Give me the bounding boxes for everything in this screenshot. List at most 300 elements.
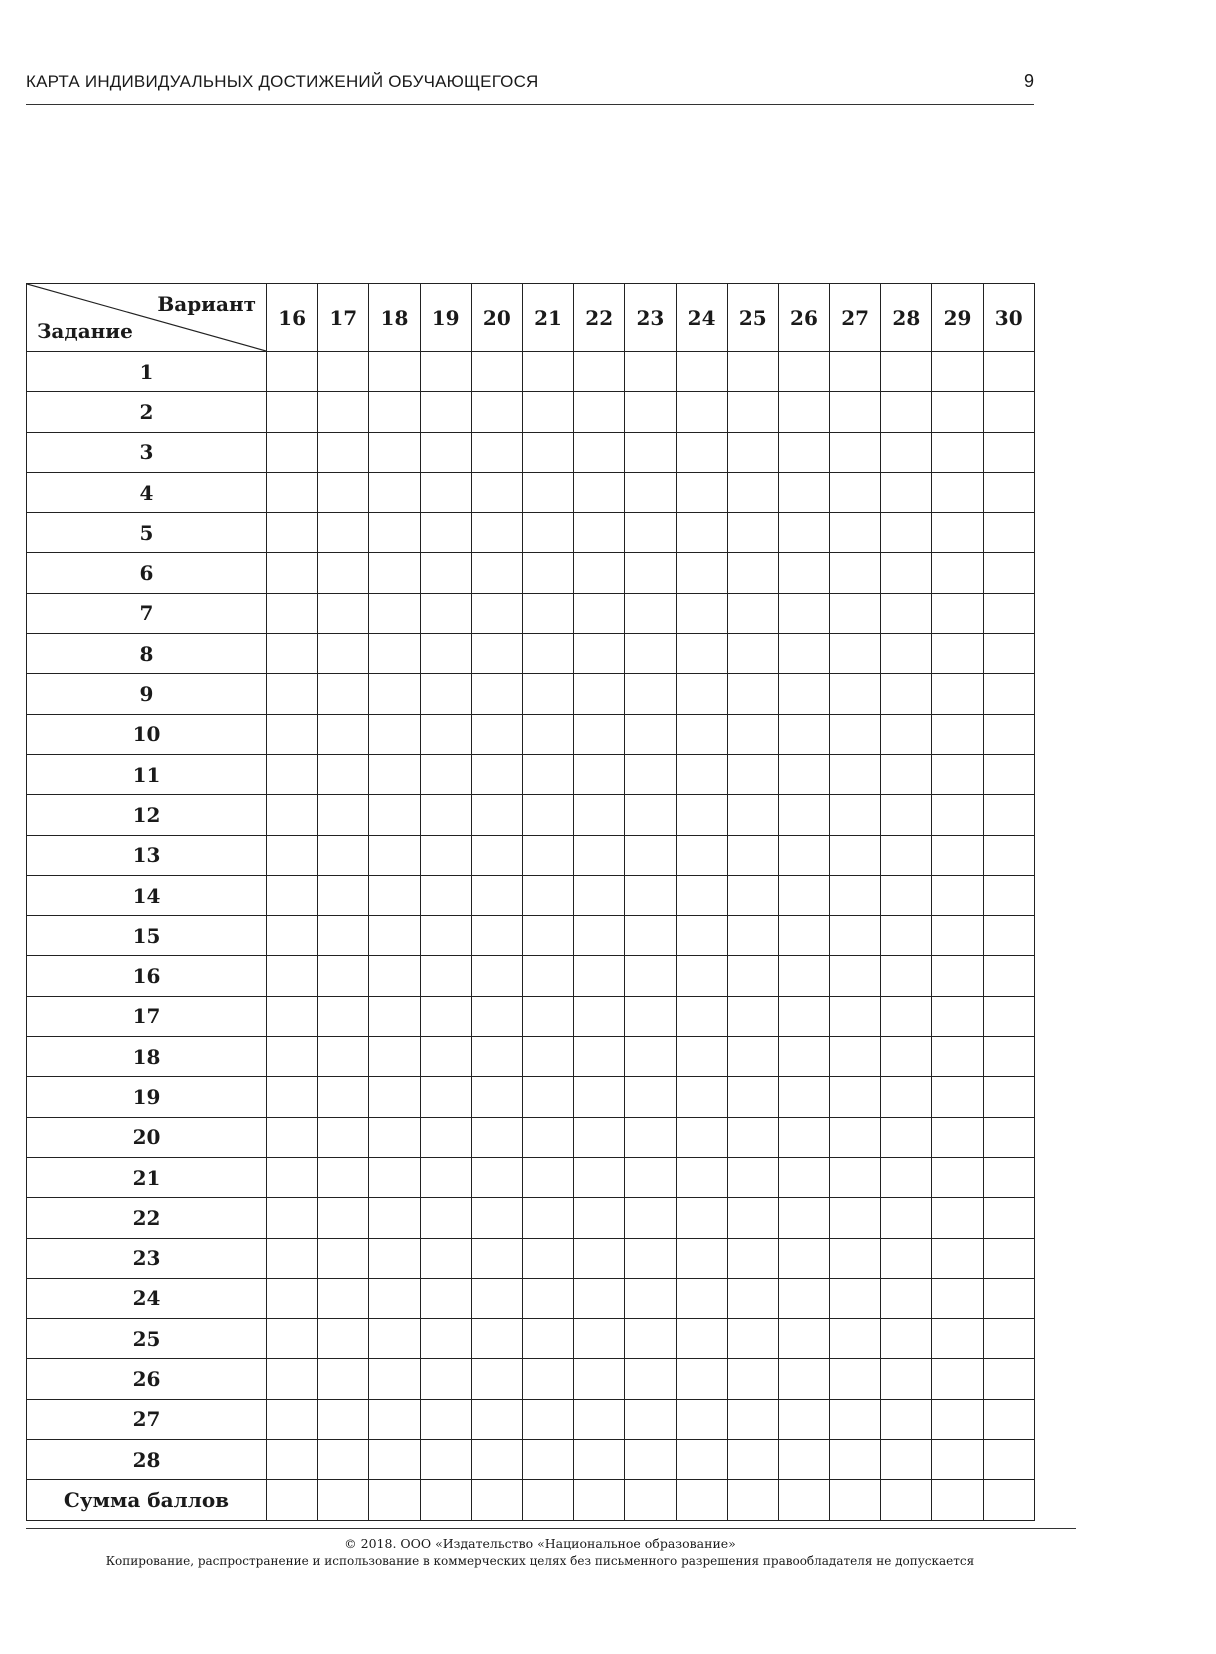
score-cell[interactable] [267,714,318,754]
score-cell[interactable] [471,1440,522,1480]
score-cell[interactable] [830,674,881,714]
score-cell[interactable] [625,714,676,754]
score-cell[interactable] [727,835,778,875]
score-cell[interactable] [267,916,318,956]
score-cell[interactable] [676,1157,727,1197]
score-cell[interactable] [830,835,881,875]
score-cell[interactable] [727,875,778,915]
score-cell[interactable] [983,754,1034,794]
score-cell[interactable] [881,674,932,714]
score-cell[interactable] [522,553,573,593]
score-cell[interactable] [574,674,625,714]
score-cell[interactable] [727,1399,778,1439]
score-cell[interactable] [574,996,625,1036]
score-cell[interactable] [727,1440,778,1480]
score-cell[interactable] [267,392,318,432]
score-cell[interactable] [625,1037,676,1077]
score-cell[interactable] [830,1157,881,1197]
score-cell[interactable] [522,1399,573,1439]
score-cell[interactable] [574,1198,625,1238]
score-cell[interactable] [830,875,881,915]
score-cell[interactable] [267,1480,318,1520]
score-cell[interactable] [727,1157,778,1197]
score-cell[interactable] [471,1077,522,1117]
score-cell[interactable] [471,1319,522,1359]
score-cell[interactable] [420,956,471,996]
score-cell[interactable] [983,432,1034,472]
score-cell[interactable] [830,1278,881,1318]
score-cell[interactable] [574,1440,625,1480]
score-cell[interactable] [369,1117,420,1157]
score-cell[interactable] [369,513,420,553]
score-cell[interactable] [267,1319,318,1359]
score-cell[interactable] [881,714,932,754]
score-cell[interactable] [983,513,1034,553]
score-cell[interactable] [830,996,881,1036]
score-cell[interactable] [983,996,1034,1036]
score-cell[interactable] [830,472,881,512]
score-cell[interactable] [727,916,778,956]
score-cell[interactable] [727,1117,778,1157]
score-cell[interactable] [830,1440,881,1480]
score-cell[interactable] [522,513,573,553]
score-cell[interactable] [676,593,727,633]
score-cell[interactable] [471,1198,522,1238]
score-cell[interactable] [932,1238,983,1278]
score-cell[interactable] [676,553,727,593]
score-cell[interactable] [676,513,727,553]
score-cell[interactable] [369,432,420,472]
score-cell[interactable] [727,1037,778,1077]
score-cell[interactable] [471,875,522,915]
score-cell[interactable] [932,835,983,875]
score-cell[interactable] [778,1319,829,1359]
score-cell[interactable] [420,392,471,432]
score-cell[interactable] [625,1077,676,1117]
score-cell[interactable] [574,472,625,512]
score-cell[interactable] [420,1399,471,1439]
score-cell[interactable] [522,432,573,472]
score-cell[interactable] [983,634,1034,674]
score-cell[interactable] [676,1077,727,1117]
score-cell[interactable] [267,1359,318,1399]
score-cell[interactable] [830,593,881,633]
score-cell[interactable] [625,835,676,875]
score-cell[interactable] [574,1278,625,1318]
score-cell[interactable] [420,553,471,593]
score-cell[interactable] [881,1238,932,1278]
score-cell[interactable] [625,593,676,633]
score-cell[interactable] [267,795,318,835]
score-cell[interactable] [267,835,318,875]
score-cell[interactable] [625,1319,676,1359]
score-cell[interactable] [267,1157,318,1197]
score-cell[interactable] [830,432,881,472]
score-cell[interactable] [267,674,318,714]
score-cell[interactable] [727,754,778,794]
score-cell[interactable] [522,1359,573,1399]
score-cell[interactable] [318,1278,369,1318]
score-cell[interactable] [830,553,881,593]
score-cell[interactable] [318,714,369,754]
score-cell[interactable] [369,352,420,392]
score-cell[interactable] [778,1157,829,1197]
score-cell[interactable] [983,1157,1034,1197]
score-cell[interactable] [676,875,727,915]
score-cell[interactable] [369,1399,420,1439]
score-cell[interactable] [471,553,522,593]
score-cell[interactable] [267,1037,318,1077]
score-cell[interactable] [318,1319,369,1359]
score-cell[interactable] [420,835,471,875]
score-cell[interactable] [830,1077,881,1117]
score-cell[interactable] [983,835,1034,875]
score-cell[interactable] [932,553,983,593]
score-cell[interactable] [676,352,727,392]
score-cell[interactable] [420,875,471,915]
score-cell[interactable] [676,1198,727,1238]
score-cell[interactable] [420,1238,471,1278]
score-cell[interactable] [727,1238,778,1278]
score-cell[interactable] [625,916,676,956]
score-cell[interactable] [727,513,778,553]
score-cell[interactable] [778,835,829,875]
score-cell[interactable] [318,795,369,835]
score-cell[interactable] [727,472,778,512]
score-cell[interactable] [830,1359,881,1399]
score-cell[interactable] [676,1440,727,1480]
score-cell[interactable] [778,996,829,1036]
score-cell[interactable] [318,1117,369,1157]
score-cell[interactable] [727,352,778,392]
score-cell[interactable] [318,593,369,633]
score-cell[interactable] [318,1157,369,1197]
score-cell[interactable] [727,956,778,996]
score-cell[interactable] [420,754,471,794]
score-cell[interactable] [932,795,983,835]
score-cell[interactable] [676,1359,727,1399]
score-cell[interactable] [625,392,676,432]
score-cell[interactable] [881,795,932,835]
score-cell[interactable] [471,352,522,392]
score-cell[interactable] [267,1117,318,1157]
score-cell[interactable] [369,835,420,875]
score-cell[interactable] [420,795,471,835]
score-cell[interactable] [625,1359,676,1399]
score-cell[interactable] [830,392,881,432]
score-cell[interactable] [932,1198,983,1238]
score-cell[interactable] [420,634,471,674]
score-cell[interactable] [830,1117,881,1157]
score-cell[interactable] [983,352,1034,392]
score-cell[interactable] [778,875,829,915]
score-cell[interactable] [932,1399,983,1439]
score-cell[interactable] [522,634,573,674]
score-cell[interactable] [881,1037,932,1077]
score-cell[interactable] [778,1399,829,1439]
score-cell[interactable] [625,1157,676,1197]
score-cell[interactable] [574,1157,625,1197]
score-cell[interactable] [983,674,1034,714]
score-cell[interactable] [676,835,727,875]
score-cell[interactable] [267,1440,318,1480]
score-cell[interactable] [625,674,676,714]
score-cell[interactable] [369,553,420,593]
score-cell[interactable] [369,1278,420,1318]
score-cell[interactable] [881,1198,932,1238]
score-cell[interactable] [932,956,983,996]
score-cell[interactable] [420,1440,471,1480]
score-cell[interactable] [318,1238,369,1278]
score-cell[interactable] [830,916,881,956]
score-cell[interactable] [830,1037,881,1077]
score-cell[interactable] [778,956,829,996]
score-cell[interactable] [471,795,522,835]
score-cell[interactable] [727,392,778,432]
score-cell[interactable] [983,1359,1034,1399]
score-cell[interactable] [471,513,522,553]
score-cell[interactable] [983,1399,1034,1439]
score-cell[interactable] [983,1198,1034,1238]
score-cell[interactable] [471,916,522,956]
score-cell[interactable] [522,1238,573,1278]
score-cell[interactable] [471,714,522,754]
score-cell[interactable] [420,432,471,472]
score-cell[interactable] [369,1157,420,1197]
score-cell[interactable] [369,996,420,1036]
score-cell[interactable] [267,996,318,1036]
score-cell[interactable] [267,956,318,996]
score-cell[interactable] [522,1198,573,1238]
score-cell[interactable] [881,392,932,432]
score-cell[interactable] [574,1319,625,1359]
score-cell[interactable] [727,1359,778,1399]
score-cell[interactable] [881,472,932,512]
score-cell[interactable] [881,513,932,553]
score-cell[interactable] [420,1359,471,1399]
score-cell[interactable] [420,916,471,956]
score-cell[interactable] [574,1359,625,1399]
score-cell[interactable] [983,1278,1034,1318]
score-cell[interactable] [471,754,522,794]
score-cell[interactable] [471,835,522,875]
score-cell[interactable] [420,1278,471,1318]
score-cell[interactable] [522,996,573,1036]
score-cell[interactable] [369,1077,420,1117]
score-cell[interactable] [625,956,676,996]
score-cell[interactable] [369,392,420,432]
score-cell[interactable] [983,1440,1034,1480]
score-cell[interactable] [830,956,881,996]
score-cell[interactable] [778,795,829,835]
score-cell[interactable] [420,1157,471,1197]
score-cell[interactable] [369,1440,420,1480]
score-cell[interactable] [881,1157,932,1197]
score-cell[interactable] [625,754,676,794]
score-cell[interactable] [369,1238,420,1278]
score-cell[interactable] [471,472,522,512]
score-cell[interactable] [881,875,932,915]
score-cell[interactable] [522,352,573,392]
score-cell[interactable] [778,472,829,512]
score-cell[interactable] [471,1399,522,1439]
score-cell[interactable] [830,1238,881,1278]
score-cell[interactable] [625,553,676,593]
score-cell[interactable] [778,392,829,432]
score-cell[interactable] [778,553,829,593]
score-cell[interactable] [881,593,932,633]
score-cell[interactable] [778,674,829,714]
score-cell[interactable] [676,392,727,432]
score-cell[interactable] [983,1480,1034,1520]
score-cell[interactable] [932,916,983,956]
score-cell[interactable] [778,1359,829,1399]
score-cell[interactable] [727,1480,778,1520]
score-cell[interactable] [574,352,625,392]
score-cell[interactable] [471,1117,522,1157]
score-cell[interactable] [522,1278,573,1318]
score-cell[interactable] [318,1480,369,1520]
score-cell[interactable] [318,916,369,956]
score-cell[interactable] [727,432,778,472]
score-cell[interactable] [318,513,369,553]
score-cell[interactable] [727,1319,778,1359]
score-cell[interactable] [267,352,318,392]
score-cell[interactable] [318,956,369,996]
score-cell[interactable] [830,754,881,794]
score-cell[interactable] [420,1077,471,1117]
score-cell[interactable] [778,916,829,956]
score-cell[interactable] [676,1278,727,1318]
score-cell[interactable] [932,674,983,714]
score-cell[interactable] [420,513,471,553]
score-cell[interactable] [369,956,420,996]
score-cell[interactable] [727,553,778,593]
score-cell[interactable] [522,1319,573,1359]
score-cell[interactable] [318,472,369,512]
score-cell[interactable] [420,1319,471,1359]
score-cell[interactable] [471,432,522,472]
score-cell[interactable] [983,875,1034,915]
score-cell[interactable] [830,1480,881,1520]
score-cell[interactable] [881,996,932,1036]
score-cell[interactable] [727,1198,778,1238]
score-cell[interactable] [471,1157,522,1197]
score-cell[interactable] [625,1278,676,1318]
score-cell[interactable] [830,1319,881,1359]
score-cell[interactable] [369,674,420,714]
score-cell[interactable] [932,1157,983,1197]
score-cell[interactable] [471,1480,522,1520]
score-cell[interactable] [267,593,318,633]
score-cell[interactable] [983,795,1034,835]
score-cell[interactable] [881,754,932,794]
score-cell[interactable] [881,1319,932,1359]
score-cell[interactable] [318,1359,369,1399]
score-cell[interactable] [574,1480,625,1520]
score-cell[interactable] [318,553,369,593]
score-cell[interactable] [881,352,932,392]
score-cell[interactable] [522,472,573,512]
score-cell[interactable] [778,1077,829,1117]
score-cell[interactable] [625,1480,676,1520]
score-cell[interactable] [676,1238,727,1278]
score-cell[interactable] [881,553,932,593]
score-cell[interactable] [676,1037,727,1077]
score-cell[interactable] [318,1198,369,1238]
score-cell[interactable] [420,714,471,754]
score-cell[interactable] [471,1359,522,1399]
score-cell[interactable] [983,1238,1034,1278]
score-cell[interactable] [522,875,573,915]
score-cell[interactable] [522,593,573,633]
score-cell[interactable] [625,432,676,472]
score-cell[interactable] [932,754,983,794]
score-cell[interactable] [522,916,573,956]
score-cell[interactable] [983,472,1034,512]
score-cell[interactable] [574,1077,625,1117]
score-cell[interactable] [318,835,369,875]
score-cell[interactable] [932,1077,983,1117]
score-cell[interactable] [369,875,420,915]
score-cell[interactable] [625,472,676,512]
score-cell[interactable] [676,996,727,1036]
score-cell[interactable] [471,1037,522,1077]
score-cell[interactable] [369,1037,420,1077]
score-cell[interactable] [778,593,829,633]
score-cell[interactable] [932,593,983,633]
score-cell[interactable] [574,956,625,996]
score-cell[interactable] [830,352,881,392]
score-cell[interactable] [574,553,625,593]
score-cell[interactable] [369,754,420,794]
score-cell[interactable] [574,432,625,472]
score-cell[interactable] [522,1440,573,1480]
score-cell[interactable] [574,875,625,915]
score-cell[interactable] [727,1077,778,1117]
score-cell[interactable] [676,916,727,956]
score-cell[interactable] [983,1037,1034,1077]
score-cell[interactable] [318,996,369,1036]
score-cell[interactable] [574,634,625,674]
score-cell[interactable] [574,1238,625,1278]
score-cell[interactable] [471,956,522,996]
score-cell[interactable] [983,1117,1034,1157]
score-cell[interactable] [369,634,420,674]
score-cell[interactable] [932,472,983,512]
score-cell[interactable] [778,754,829,794]
score-cell[interactable] [522,754,573,794]
score-cell[interactable] [881,916,932,956]
score-cell[interactable] [420,1480,471,1520]
score-cell[interactable] [420,472,471,512]
score-cell[interactable] [881,634,932,674]
score-cell[interactable] [471,1238,522,1278]
score-cell[interactable] [983,916,1034,956]
score-cell[interactable] [881,432,932,472]
score-cell[interactable] [369,1198,420,1238]
score-cell[interactable] [983,956,1034,996]
score-cell[interactable] [471,674,522,714]
score-cell[interactable] [932,634,983,674]
score-cell[interactable] [522,956,573,996]
score-cell[interactable] [522,1480,573,1520]
score-cell[interactable] [881,1278,932,1318]
score-cell[interactable] [471,634,522,674]
score-cell[interactable] [830,714,881,754]
score-cell[interactable] [574,1037,625,1077]
score-cell[interactable] [625,634,676,674]
